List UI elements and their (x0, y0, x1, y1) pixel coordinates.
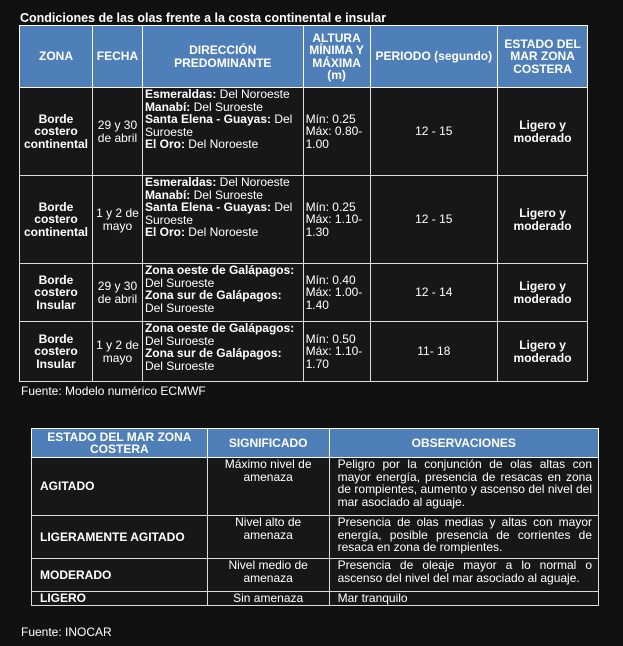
estado-cell: LIGERO (32, 592, 208, 606)
direccion-entry (145, 113, 301, 138)
direccion-value: Del Noroeste (184, 225, 259, 239)
altura-cell (303, 264, 370, 322)
direccion-cell (142, 322, 303, 382)
direccion-entry (145, 289, 301, 314)
direccion-place: El Oro: (144, 225, 185, 239)
table-row (32, 516, 599, 559)
direccion-place: Zona oeste de Galápagos: (144, 263, 295, 277)
observaciones-cell: Presencia de olas medias y altas con mayor energía, posible presencia de corrientes de resaca en zona de rompientes. (329, 516, 598, 559)
altura-min: Mín: 0.25 (305, 199, 356, 214)
altura-min: Mín: 0.40 (305, 272, 356, 287)
table-header-row (32, 429, 599, 458)
zona-cell: Borde costero Insular (20, 264, 93, 322)
header-periodo: PERIODO (segundo) (370, 26, 498, 88)
direccion-place: Manabí: (144, 99, 191, 114)
observaciones-cell: Presencia de oleaje mayor a lo normal o ascenso del nivel del mar asociado al aguaje. (329, 559, 598, 592)
altura-cell (303, 88, 370, 176)
periodo-cell: 12 - 14 (370, 264, 498, 322)
table-row (32, 592, 599, 606)
direccion-value: Del Suroeste (190, 99, 263, 114)
direccion-place: Esmeraldas: (144, 175, 217, 189)
direccion-value: Del Noroeste (184, 137, 259, 151)
direccion-value: Del Suroeste (144, 200, 293, 227)
zona-cell: Borde costero continental (20, 88, 93, 176)
direccion-entry (145, 322, 301, 347)
direccion-value: Del Suroeste (144, 358, 215, 373)
direccion-entry (145, 226, 301, 239)
observaciones-cell: Mar tranquilo (329, 592, 598, 606)
estado-cell: Ligero y moderado (498, 176, 588, 264)
direccion-value: Del Noroeste (216, 87, 290, 101)
table-row (32, 559, 599, 592)
table-row (32, 458, 599, 516)
observaciones-cell: Peligro por la conjunción de olas altas con mayor energía, presencia de resacas en zona de rompientes, aumento y ascenso del nivel del mar asociado al aguaje. (329, 458, 598, 516)
fecha-cell: 29 y 30 de abril (92, 264, 142, 322)
direccion-value: Del Suroeste (144, 333, 215, 348)
significado-cell: Máximo nivel de amenaza (207, 458, 329, 516)
direccion-place: Santa Elena - Guayas: (144, 200, 271, 214)
zona-cell: Borde costero Insular (20, 322, 93, 382)
table-row (20, 176, 588, 264)
altura-cell (303, 322, 370, 382)
fecha-cell: 29 y 30 de abril (92, 88, 142, 176)
estado-cell: LIGERAMENTE AGITADO (32, 516, 208, 559)
direccion-entry (145, 347, 301, 372)
altura-max: Máx: 0.80-1.00 (305, 124, 363, 151)
significado-cell: Nivel alto de amenaza (207, 516, 329, 559)
direccion-entry (145, 201, 301, 226)
header-estado: ESTADO DEL MAR ZONA COSTERA (498, 26, 588, 88)
direccion-place: Zona sur de Galápagos: (144, 288, 282, 302)
direccion-value: Del Noroeste (216, 175, 290, 189)
direccion-cell (142, 88, 303, 176)
direccion-place: Zona sur de Galápagos: (144, 346, 282, 360)
source-note-1: Fuente: Modelo numérico ECMWF (21, 384, 206, 398)
header-estado-mar: ESTADO DEL MAR ZONA COSTERA (32, 429, 208, 458)
fecha-cell: 1 y 2 de mayo (92, 176, 142, 264)
estado-cell: MODERADO (32, 559, 208, 592)
altura-min: Mín: 0.25 (305, 111, 356, 126)
zona-cell: Borde costero continental (20, 176, 93, 264)
table-row (20, 322, 588, 382)
estado-cell: Ligero y moderado (498, 88, 588, 176)
significado-cell: Nivel medio de amenaza (207, 559, 329, 592)
direccion-value: Del Suroeste (144, 112, 293, 139)
altura-min: Mín: 0.50 (305, 331, 356, 346)
direccion-value: Del Suroeste (144, 300, 215, 315)
sea-state-legend-table (31, 428, 599, 606)
periodo-cell: 12 - 15 (370, 176, 498, 264)
direccion-cell (142, 176, 303, 264)
fecha-cell: 1 y 2 de mayo (92, 322, 142, 382)
page-title: Condiciones de las olas frente a la costa continental e insular (20, 11, 387, 25)
direccion-place: Manabí: (144, 187, 191, 202)
direccion-place: Zona oeste de Galápagos: (144, 321, 295, 335)
header-direccion: DIRECCIÓN PREDOMINANTE (142, 26, 303, 88)
estado-cell: Ligero y moderado (498, 322, 588, 382)
header-significado: SIGNIFICADO (207, 429, 329, 458)
estado-cell: Ligero y moderado (498, 264, 588, 322)
direccion-value: Del Suroeste (144, 275, 215, 290)
table-row (20, 264, 588, 322)
altura-cell (303, 176, 370, 264)
altura-max: Máx: 1.10-1.70 (305, 344, 363, 371)
header-zona: ZONA (20, 26, 93, 88)
altura-max: Máx: 1.10-1.30 (305, 212, 363, 239)
direccion-place: Esmeraldas: (144, 87, 217, 101)
periodo-cell: 12 - 15 (370, 88, 498, 176)
altura-max: Máx: 1.00-1.40 (305, 285, 363, 312)
table-row (20, 88, 588, 176)
header-fecha: FECHA (92, 26, 142, 88)
header-altura: ALTURA MÍNIMA Y MÁXIMA (m) (303, 26, 370, 88)
direccion-entry (145, 264, 301, 289)
table-header-row (20, 26, 588, 88)
direccion-place: Santa Elena - Guayas: (144, 112, 271, 126)
wave-conditions-table (19, 25, 588, 382)
estado-cell: AGITADO (32, 458, 208, 516)
significado-cell: Sin amenaza (207, 592, 329, 606)
direccion-entry (145, 138, 301, 151)
direccion-value: Del Suroeste (190, 187, 263, 202)
source-note-2: Fuente: INOCAR (21, 625, 112, 639)
direccion-place: El Oro: (144, 137, 185, 151)
periodo-cell: 11- 18 (370, 322, 498, 382)
direccion-cell (142, 264, 303, 322)
header-observaciones: OBSERVACIONES (329, 429, 598, 458)
